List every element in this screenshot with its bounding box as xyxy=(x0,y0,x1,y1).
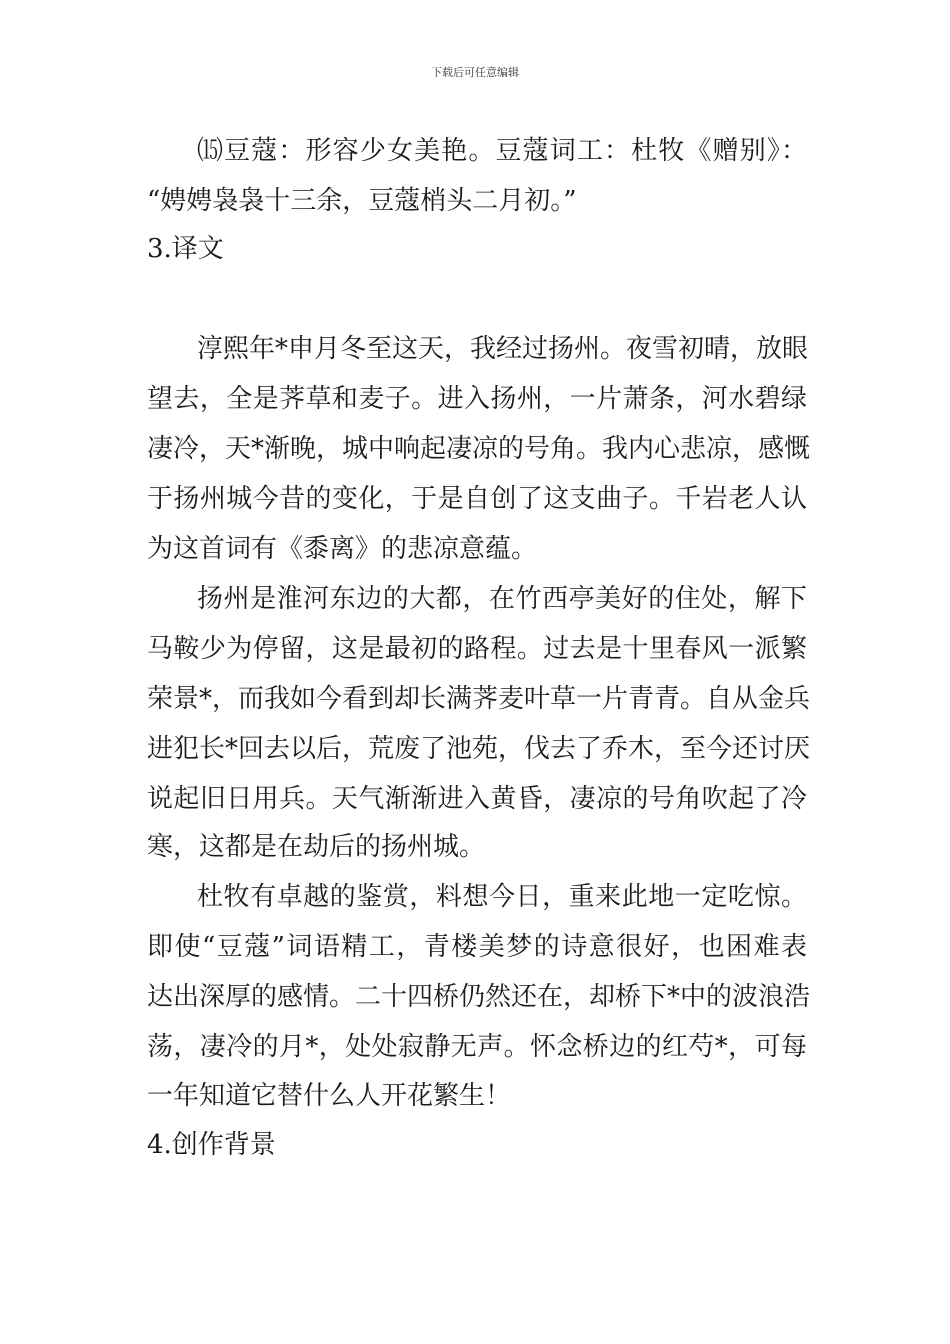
translation-p1-line-3: 凄冷，天*渐晚，城中响起凄凉的号角。我内心悲凉，感慨 xyxy=(147,434,811,464)
translation-p2-line-3: 荣景*，而我如今看到却长满荠麦叶草一片青青。自从金兵 xyxy=(147,684,811,714)
translation-p1-line-1: 淳熙年*申月冬至这天，我经过扬州。夜雪初晴，放眼 xyxy=(197,334,809,364)
translation-p2-line-6: 寒，这都是在劫后的扬州城。 xyxy=(147,832,486,862)
section-3-heading: 3.译文 xyxy=(147,234,224,264)
translation-p3-line-5: 一年知道它替什么人开花繁生！ xyxy=(147,1081,512,1111)
page-header: 下载后可任意编辑 xyxy=(431,66,519,79)
translation-p1-line-5: 为这首词有《黍离》的悲凉意蕴。 xyxy=(147,534,538,564)
translation-p2-line-5: 说起旧日用兵。天气渐渐进入黄昏，凄凉的号角吹起了冷 xyxy=(147,784,807,814)
translation-p3-line-2: 即使“豆蔻”词语精工，青楼美梦的诗意很好，也困难表 xyxy=(147,932,807,962)
translation-p2-line-4: 进犯长*回去以后，荒废了池苑，伐去了乔木，至今还讨厌 xyxy=(147,734,811,764)
footnote-15-line-1: ⒂豆蔻：形容少女美艳。豆蔻词工：杜牧《赠别》： xyxy=(197,136,807,166)
footnote-15-line-2: “娉娉袅袅十三余，豆蔻梢头二月初。” xyxy=(147,186,577,216)
translation-p3-line-4: 荡，凄冷的月*，处处寂静无声。怀念桥边的红芍*，可每 xyxy=(147,1032,807,1062)
translation-p2-line-1: 扬州是淮河东边的大都，在竹西亭美好的住处，解下 xyxy=(197,584,807,614)
translation-p3-line-1: 杜牧有卓越的鉴赏，料想今日，重来此地一定吃惊。 xyxy=(197,882,807,912)
section-4-heading: 4.创作背景 xyxy=(147,1130,276,1160)
translation-p2-line-2: 马鞍少为停留，这是最初的路程。过去是十里春风一派繁 xyxy=(147,634,807,664)
translation-p1-line-2: 望去，全是荠草和麦子。进入扬州，一片萧条，河水碧绿 xyxy=(147,384,807,414)
translation-p1-line-4: 于扬州城今昔的变化，于是自创了这支曲子。千岩老人认 xyxy=(147,484,807,514)
translation-p3-line-3: 达出深厚的感情。二十四桥仍然还在，却桥下*中的波浪浩 xyxy=(147,982,811,1012)
